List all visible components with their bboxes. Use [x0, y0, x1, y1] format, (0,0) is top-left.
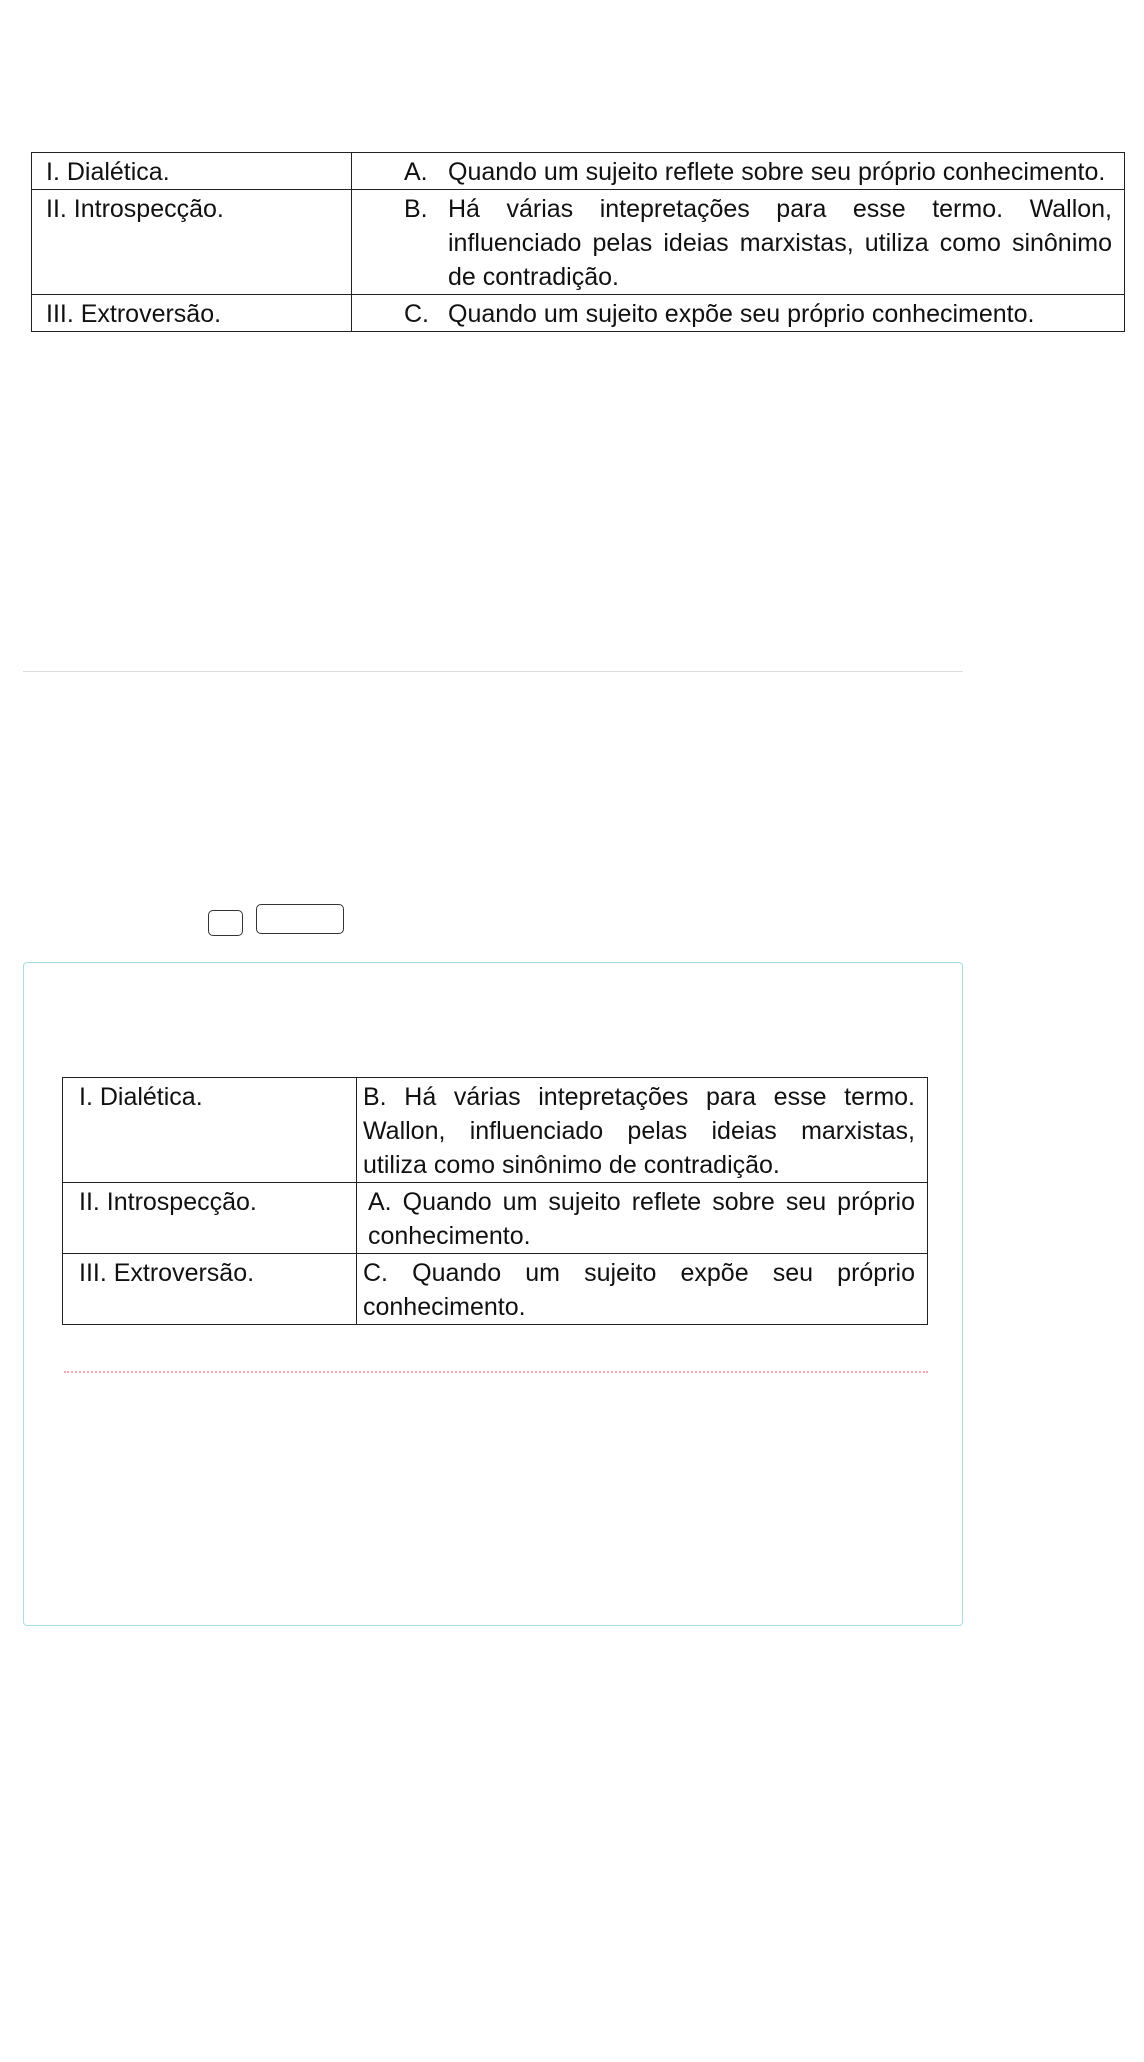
section-divider [23, 671, 963, 672]
table-row [32, 153, 1125, 190]
option-letter: B. [404, 195, 428, 223]
term-cell: I. Dialética. [63, 1078, 357, 1183]
table-row [63, 1183, 928, 1254]
match-cell: C. Quando um sujeito expõe seu próprio conhecimento. [357, 1254, 928, 1325]
answer-panel [23, 962, 963, 1626]
small-button[interactable] [256, 904, 344, 934]
term-cell: III. Extroversão. [63, 1254, 357, 1325]
term-cell: II. Introspecção. [32, 190, 352, 295]
answer-matching-table [62, 1077, 928, 1325]
table-row [63, 1254, 928, 1325]
option-text: Quando um sujeito reflete sobre seu próprio conhecimento. [448, 158, 1106, 186]
match-cell: A. Quando um sujeito reflete sobre seu próprio conhecimento. [357, 1183, 928, 1254]
option-letter: C. [404, 300, 429, 328]
cropped-text-remnant [64, 1371, 928, 1373]
definition-cell [352, 190, 1125, 295]
option-text: Há várias intepretações para esse termo. Wallon, influenciado pelas ideias marxistas, utiliza como sinônimo de contradição. [448, 195, 1112, 291]
definition-cell [352, 153, 1125, 190]
question-matching-table [31, 152, 1125, 332]
checkbox-control[interactable] [208, 910, 243, 936]
option-letter: A. [404, 158, 428, 186]
term-cell: I. Dialética. [32, 153, 352, 190]
term-cell: III. Extroversão. [32, 295, 352, 332]
term-cell: II. Introspecção. [63, 1183, 357, 1254]
table-row [63, 1078, 928, 1183]
definition-cell [352, 295, 1125, 332]
table-row [32, 295, 1125, 332]
table-row [32, 190, 1125, 295]
option-text: Quando um sujeito expõe seu próprio conhecimento. [448, 300, 1035, 328]
match-cell: B. Há várias intepretações para esse termo. Wallon, influenciado pelas ideias marxistas, utiliza como sinônimo de contradição. [357, 1078, 928, 1183]
